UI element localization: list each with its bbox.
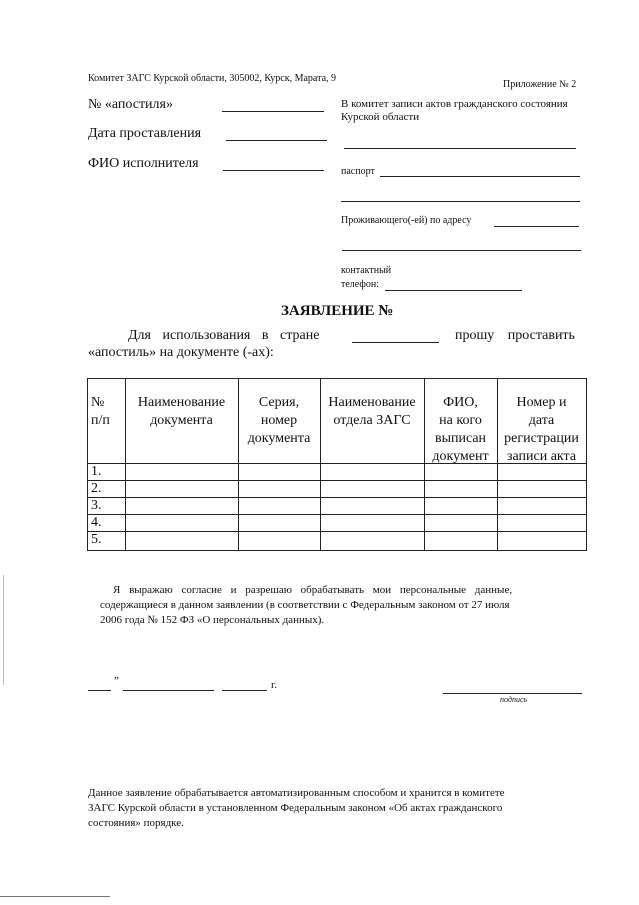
consent-line3: 2006 года № 152 ФЗ «О персональных данных). <box>100 614 325 626</box>
year-suffix: г. <box>271 679 278 691</box>
date-placed-label: Дата проставления <box>88 126 202 141</box>
document-title: ЗАЯВЛЕНИЕ № <box>281 303 394 319</box>
header-cell-number: № п/п <box>91 395 110 428</box>
table-row-number: 5. <box>91 532 102 547</box>
header-cell-series-number: Серия, номер документа <box>247 395 311 446</box>
table-row-number: 2. <box>91 481 102 496</box>
request-line2: «апостиль» на документе (-ах): <box>88 345 274 360</box>
month-field[interactable] <box>123 690 214 691</box>
documents-table <box>87 378 587 551</box>
committee-address: Комитет ЗАГС Курской области, 305002, Курск, Марата, 9 <box>88 73 337 84</box>
request-part1: Для использования в стране <box>128 328 320 343</box>
table-row-number: 1. <box>91 464 102 479</box>
contact-phone-label-line2: телефон: <box>341 279 379 290</box>
consent-line2: содержащиеся в данном заявлении (в соответствии с Федеральным законом от 27 июля <box>100 599 510 611</box>
scan-edge-line <box>0 896 110 897</box>
residing-address-field-line2[interactable] <box>342 250 581 251</box>
year-field[interactable] <box>222 690 267 691</box>
passport-label: паспорт <box>341 166 375 177</box>
footer-line3: состояния» порядке. <box>88 817 184 829</box>
header-cell-issued-to: ФИО, на кого выписан документ <box>432 395 489 464</box>
header-cell-registration: Номер и дата регистрации записи акта <box>504 395 579 464</box>
footer-line2: ЗАГС Курской области в установленном Федеральным законом «Об актах гражданского <box>88 802 503 814</box>
residing-address-label: Проживающего(-ей) по адресу <box>341 215 472 226</box>
executor-name-field[interactable] <box>223 170 324 171</box>
addressee-line2: Курской области <box>341 111 420 123</box>
consent-line1: Я выражаю согласие и разрешаю обрабатывать мои персональные данные, <box>113 584 513 596</box>
footer-line1: Данное заявление обрабатывается автоматизированным способом и хранится в комитете <box>88 787 505 799</box>
day-field[interactable] <box>88 690 111 691</box>
executor-name-label: ФИО исполнителя <box>88 156 199 171</box>
applicant-name-field[interactable] <box>344 148 576 149</box>
country-field[interactable] <box>352 342 439 343</box>
passport-field[interactable] <box>380 176 580 177</box>
date-placed-field[interactable] <box>226 140 327 141</box>
header-cell-document-name: Наименование документа <box>137 395 226 428</box>
passport-field-line2[interactable] <box>341 201 580 202</box>
apostille-number-field[interactable] <box>222 111 324 112</box>
signature-field[interactable] <box>443 693 582 694</box>
contact-phone-field[interactable] <box>385 290 522 291</box>
addressee-line1: В комитет записи актов гражданского состояния <box>341 98 568 110</box>
date-quote-mark: ” <box>114 675 119 687</box>
apostille-number-label: № «апостиля» <box>88 97 173 112</box>
scan-edge-left <box>3 575 4 685</box>
table-row-number: 4. <box>91 515 102 530</box>
appendix-label: Приложение № 2 <box>503 79 577 90</box>
table-row-number: 3. <box>91 498 102 513</box>
request-part2: прошу проставить <box>455 328 575 343</box>
signature-label: подпись <box>500 695 528 704</box>
contact-phone-label-line1: контактный <box>341 265 392 276</box>
residing-address-field[interactable] <box>494 226 579 227</box>
header-cell-zags-department: Наименование отдела ЗАГС <box>328 395 416 428</box>
